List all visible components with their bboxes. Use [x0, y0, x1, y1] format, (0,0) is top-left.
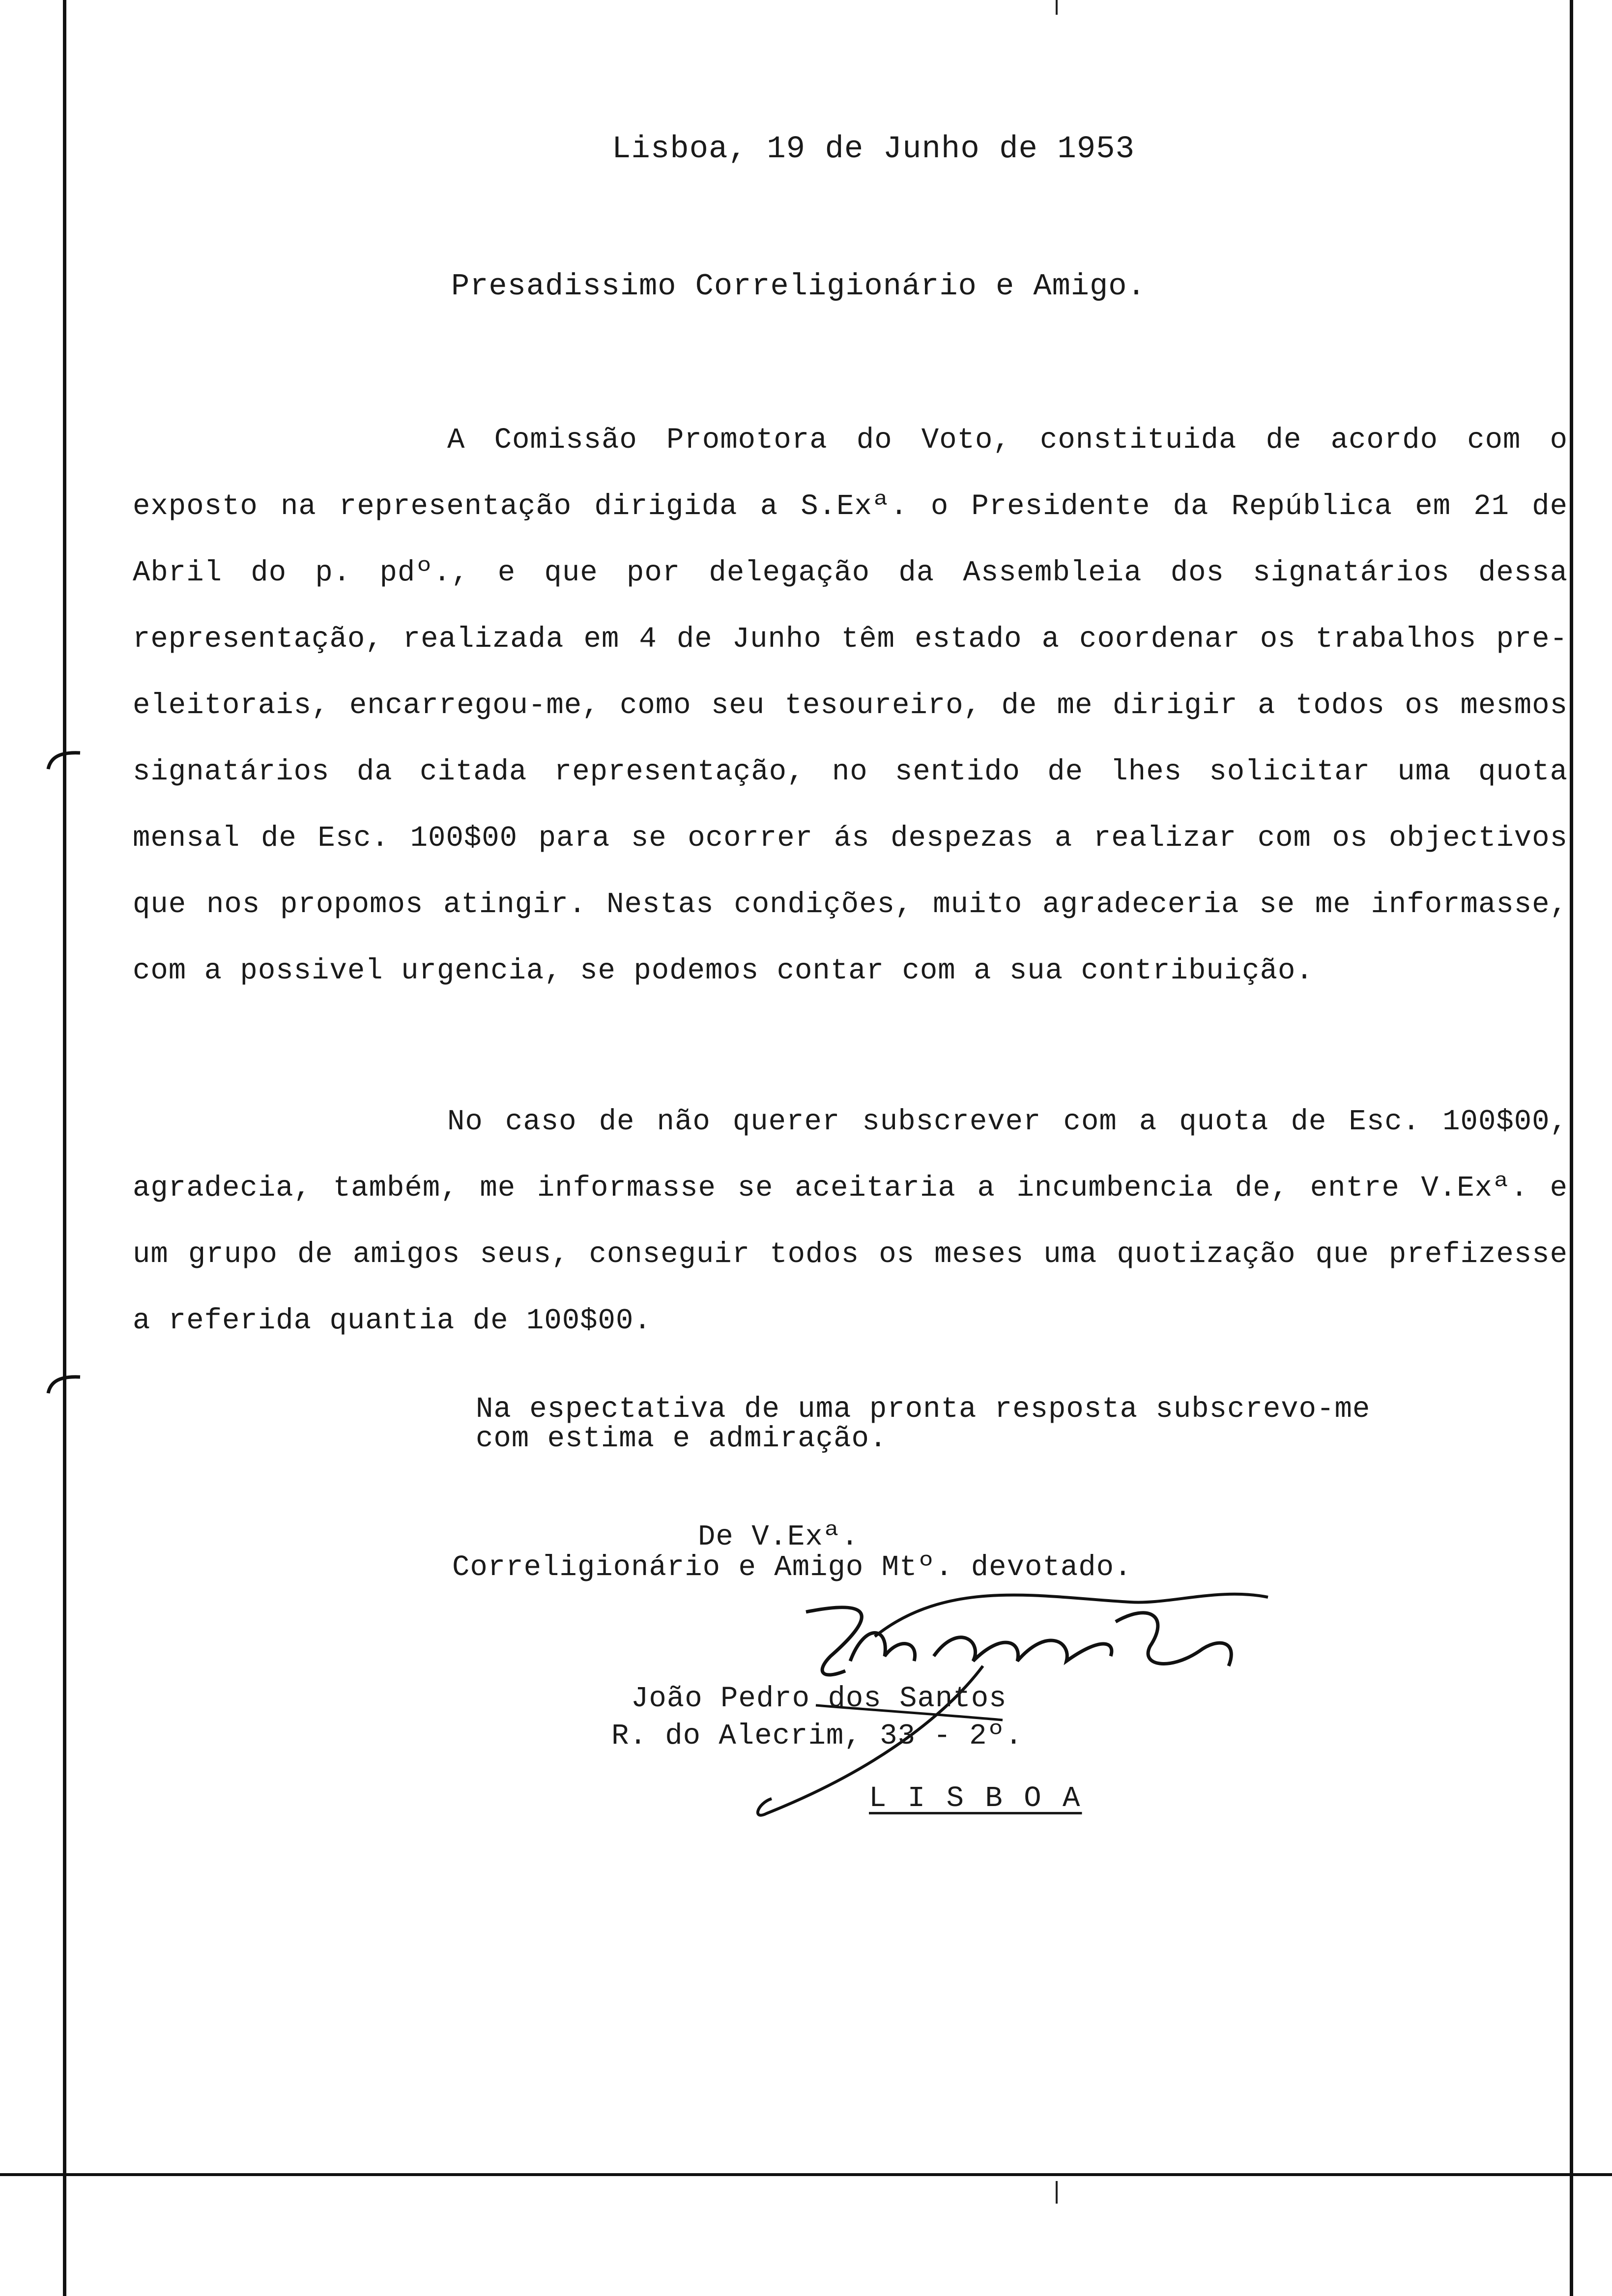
- fold-mark-top: [1056, 0, 1058, 15]
- valediction-2: Correligionário e Amigo Mtº. devotado.: [452, 1551, 1132, 1584]
- fold-mark-bottom: [1056, 2181, 1058, 2204]
- scan-edge-left: [63, 0, 66, 2296]
- scan-edge-right: [1570, 0, 1573, 2296]
- sender-name: João Pedro dos Santos: [631, 1682, 1007, 1715]
- valediction-1: De V.Exª.: [698, 1521, 859, 1553]
- punch-hole-mark: [43, 747, 83, 772]
- sender-city: L I S B O A: [869, 1782, 1082, 1815]
- paragraph-2: No caso de não querer subscrever com a quota de Esc. 100$00, agradecia, também, me informasse se aceitaria a incumbencia de, entre V.Exª. e um grupo de amigos seus, conseguir todos os meses uma quotização que prefizesse a referida quantia de 100$00.: [133, 1105, 1568, 1337]
- scan-edge-bottom: [0, 2173, 1612, 2176]
- sender-address: R. do Alecrim, 33 - 2º.: [611, 1720, 1023, 1752]
- salutation: Presadissimo Correligionário e Amigo.: [451, 269, 1146, 304]
- closing-line-2: com estima e admiração.: [476, 1422, 888, 1455]
- place-date: Lisboa, 19 de Junho de 1953: [612, 132, 1135, 167]
- closing-line-1: Na espectativa de uma pronta resposta subscrevo-me: [476, 1393, 1371, 1426]
- punch-hole-mark: [43, 1371, 83, 1396]
- paragraph-1: A Comissão Promotora do Voto, constituida de acordo com o exposto na representação dirigida a S.Exª. o Presidente da República em 21 de Abril do p. pdº., e que por delegação da Assembleia dos signatários dessa representação, realizada em 4 de Junho têm estado a coordenar os trabalhos pre-eleitorais, encarregou-me, como seu tesoureiro, de me dirigir a todos os mesmos signatários da citada representação, no sentido de lhes solicitar uma quota mensal de Esc. 100$00 para se ocorrer ás despezas a realizar com os objectivos que nos propomos atingir. Nestas condições, muito agradeceria se me informasse, com a possivel urgencia, se podemos contar com a sua contribuição.: [133, 424, 1568, 987]
